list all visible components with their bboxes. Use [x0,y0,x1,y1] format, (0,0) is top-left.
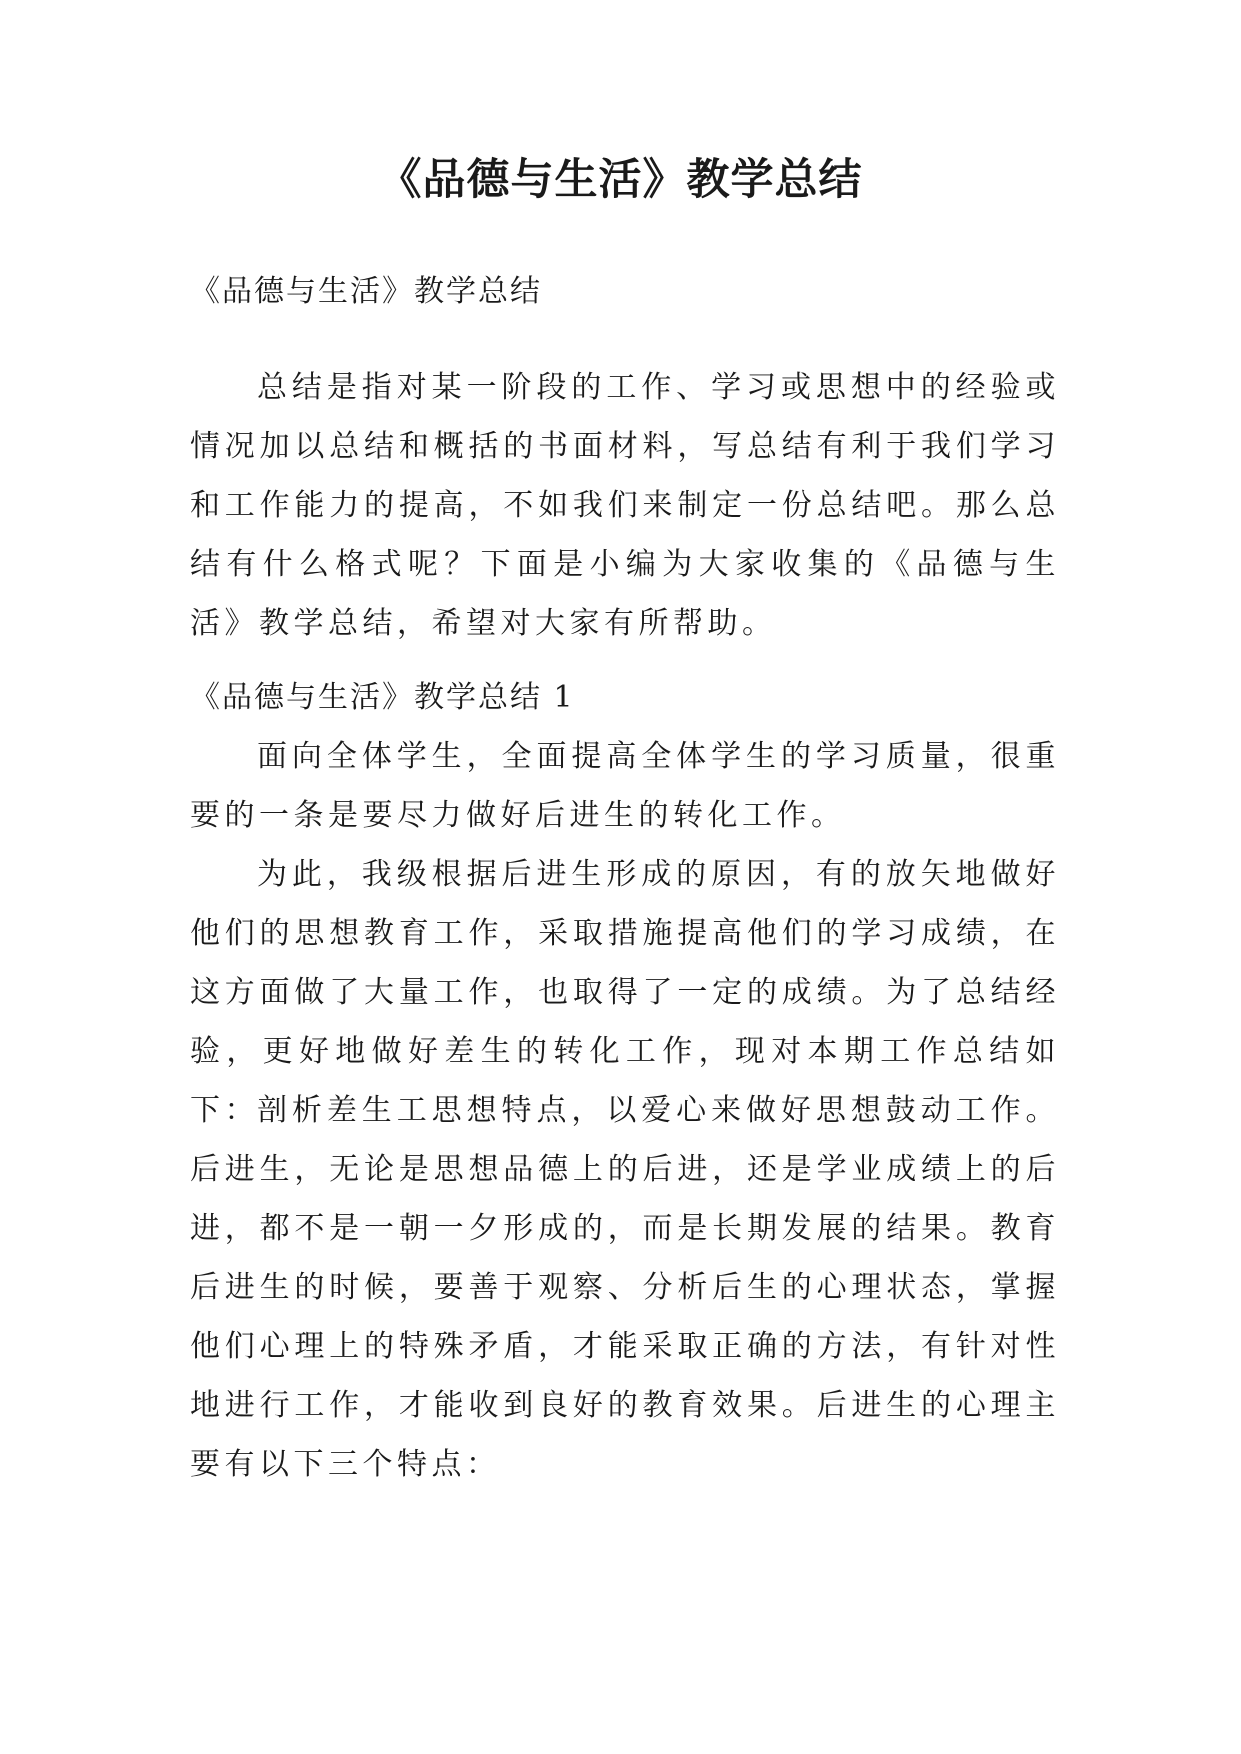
document-title: 《品德与生活》教学总结 [378,155,863,205]
body-paragraph-3: 剖析差生工思想特点，以爱心来做好思想鼓动工作。后进生，无论是思想品德上的后进，还是学业成绩上的后进，都不是一朝一夕形成的，而是长期发展的结果。教育后进生的时候，要善于观察、分析后生的心理状态，掌握他们心理上的特殊矛盾，才能采取正确的方法，有针对性地进行工作，才能收到良好的教育效果。后进生的心理主要有以下三个特点： [190,1093,1060,1482]
body-paragraph-2: 为此，我级根据后进生形成的原因，有的放矢地做好他们的思想教育工作，采取措施提高他们的学习成绩，在这方面做了大量工作，也取得了一定的成绩。为了总结经验，更好地做好差生的转化工作，现对本期工作总结如下： [190,857,1060,1128]
document-subtitle: 《品德与生活》教学总结 [190,274,542,309]
intro-paragraph: 总结是指对某一阶段的工作、学习或思想中的经验或情况加以总结和概括的书面材料，写总结有利于我们学习和工作能力的提高，不如我们来制定一份总结吧。那么总结有什么格式呢？下面是小编为大家收集的《品德与生活》教学总结，希望对大家有所帮助。 [190,370,1060,641]
body-paragraph-1: 面向全体学生，全面提高全体学生的学习质量，很重要的一条是要尽力做好后进生的转化工作。 [190,739,1060,833]
section-heading: 《品德与生活》教学总结 1 [190,680,575,715]
